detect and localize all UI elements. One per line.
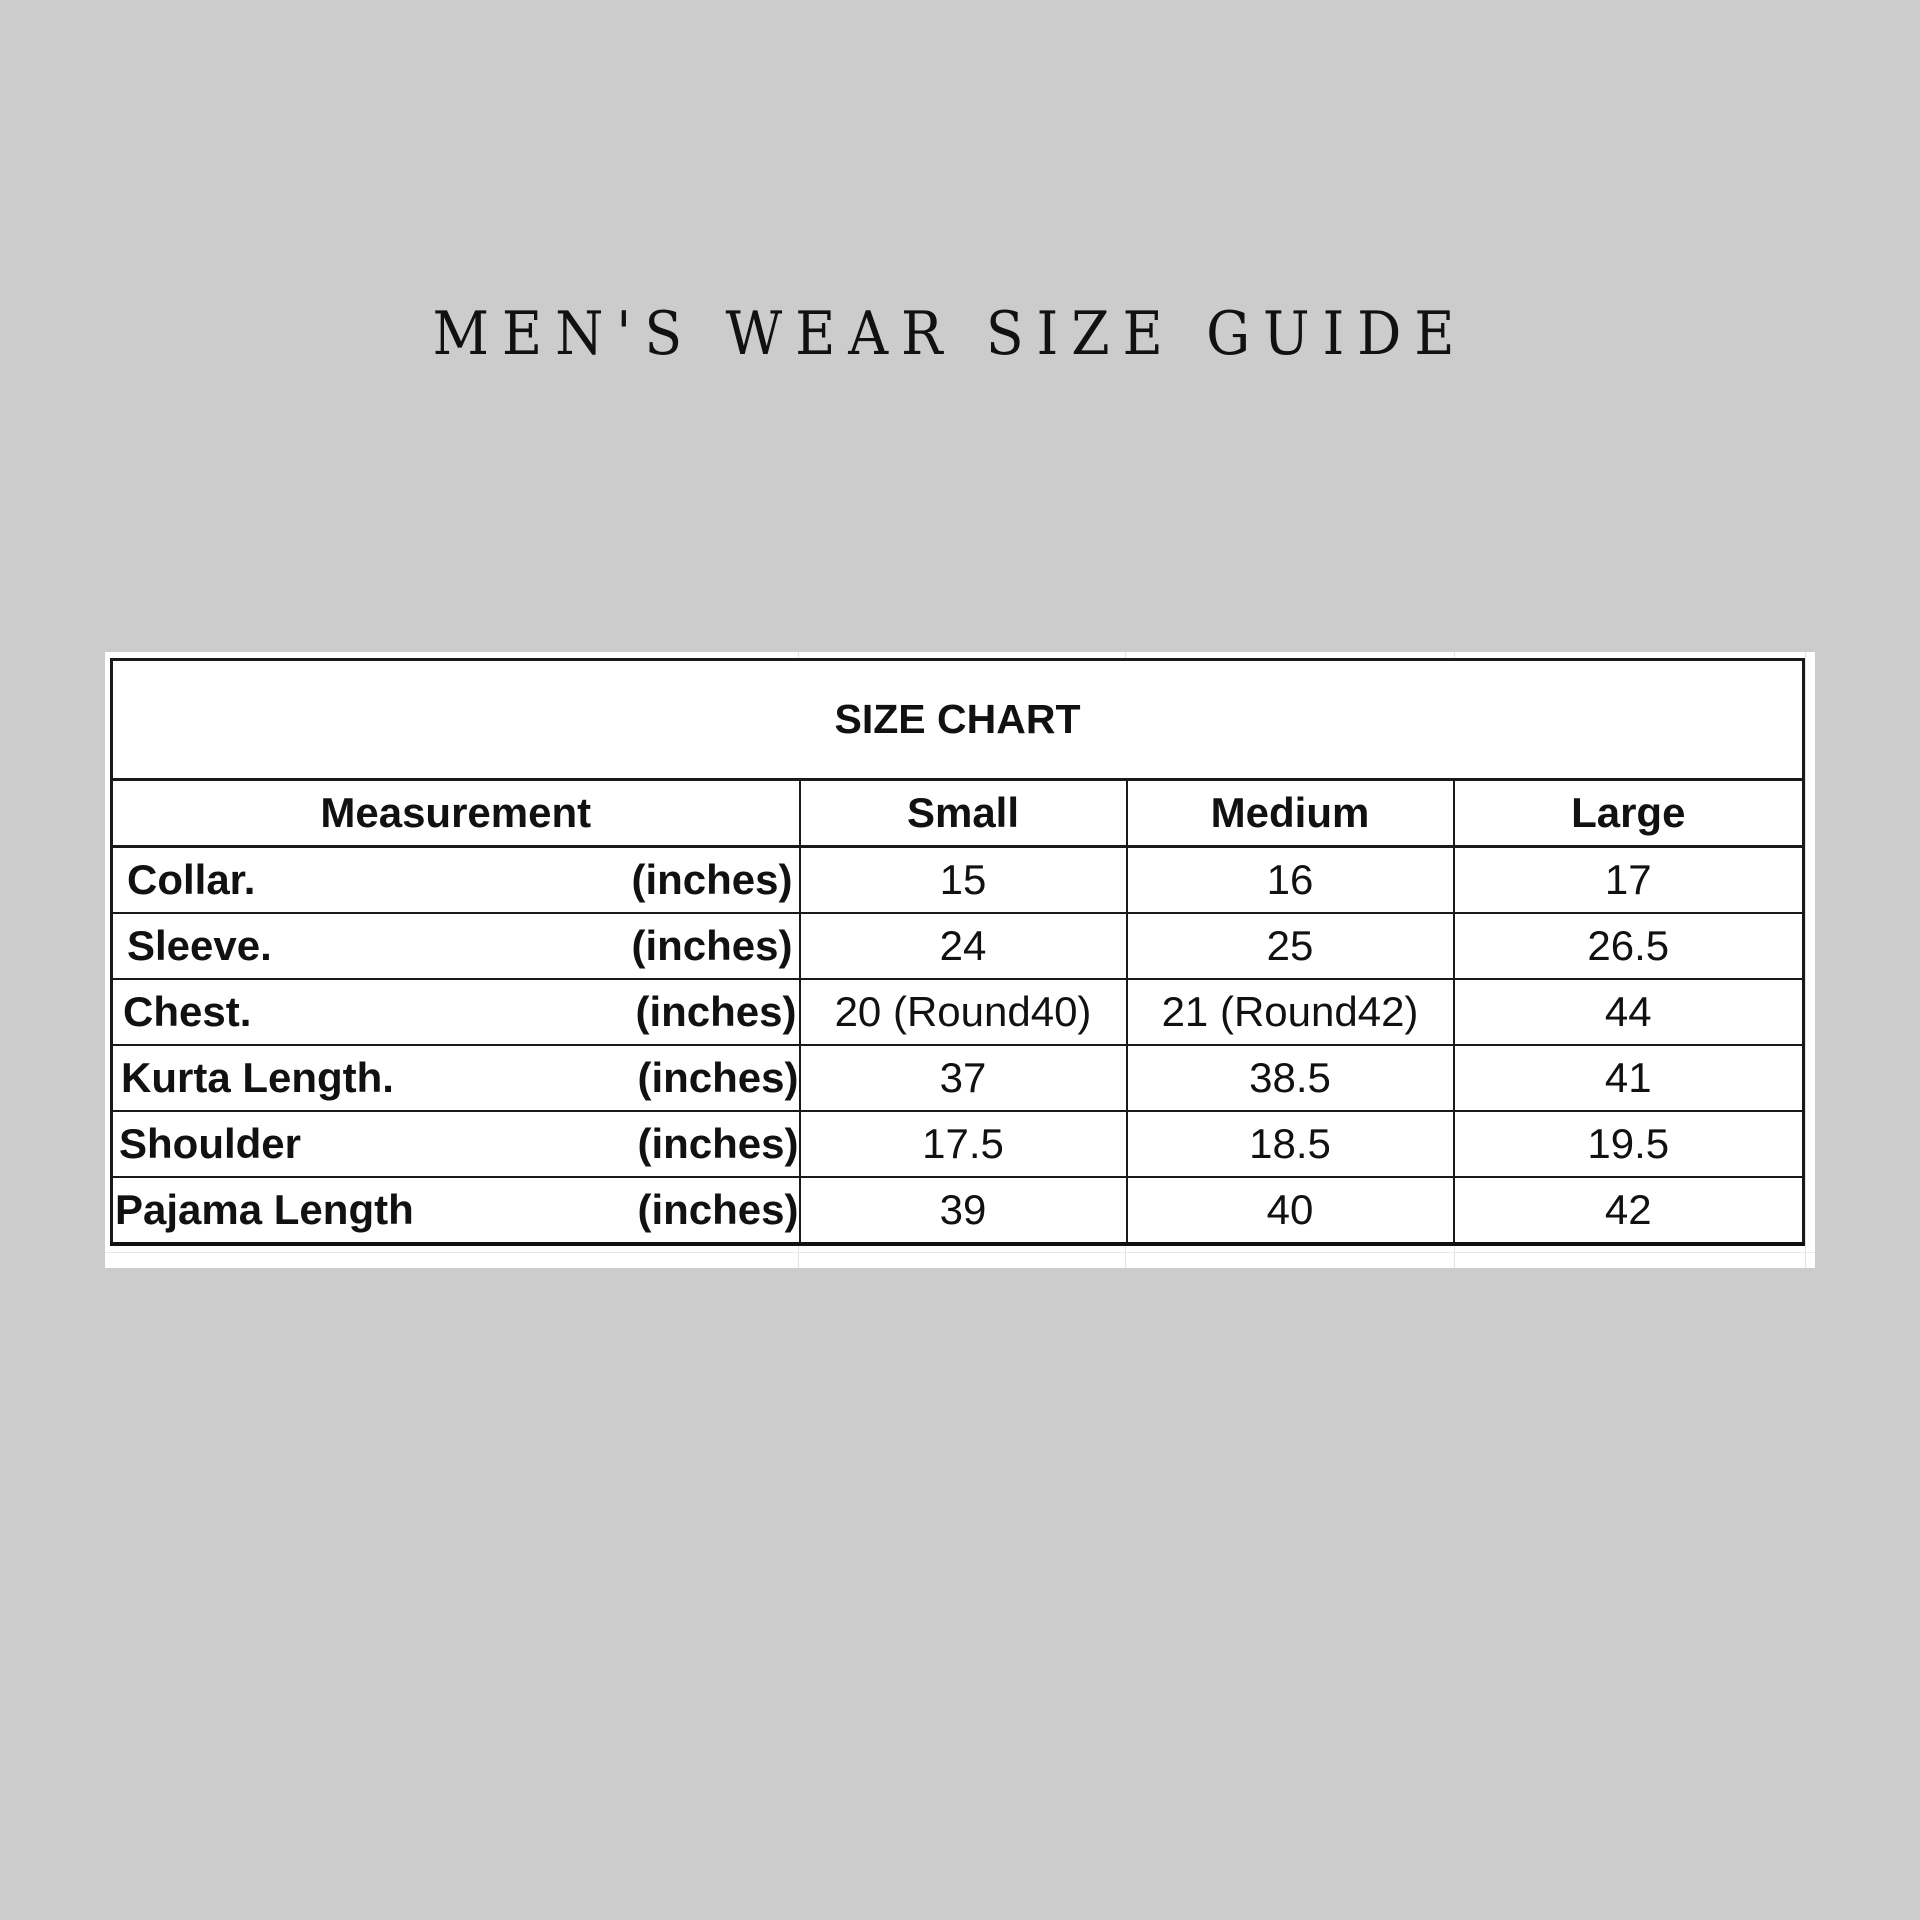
large-value: 44 bbox=[1454, 979, 1804, 1045]
header-measurement: Measurement bbox=[112, 780, 800, 847]
table-header-row bbox=[112, 780, 1804, 847]
table-title: SIZE CHART bbox=[112, 660, 1804, 780]
unit-label: (inches) bbox=[631, 922, 793, 969]
table-row bbox=[112, 1111, 1804, 1177]
measurement-cell bbox=[112, 847, 800, 914]
table-row bbox=[112, 1177, 1804, 1244]
large-value: 17 bbox=[1454, 847, 1804, 914]
large-value: 41 bbox=[1454, 1045, 1804, 1111]
table-title-row bbox=[112, 660, 1804, 780]
unit-label: (inches) bbox=[637, 1120, 799, 1167]
large-value: 19.5 bbox=[1454, 1111, 1804, 1177]
unit-label: (inches) bbox=[637, 1186, 799, 1233]
header-small: Small bbox=[800, 780, 1127, 847]
measurement-label: Shoulder bbox=[119, 1120, 302, 1167]
measurement-cell bbox=[112, 1111, 800, 1177]
measurement-cell bbox=[112, 913, 800, 979]
measurement-cell bbox=[112, 979, 800, 1045]
unit-label: (inches) bbox=[635, 988, 797, 1035]
size-chart-table bbox=[110, 658, 1805, 1246]
header-large: Large bbox=[1454, 780, 1804, 847]
medium-value: 18.5 bbox=[1127, 1111, 1454, 1177]
small-value: 24 bbox=[800, 913, 1127, 979]
table-row bbox=[112, 979, 1804, 1045]
measurement-label: Kurta Length. bbox=[121, 1054, 394, 1101]
size-chart-sheet bbox=[105, 652, 1815, 1268]
medium-value: 21 (Round42) bbox=[1127, 979, 1454, 1045]
table-row bbox=[112, 913, 1804, 979]
small-value: 39 bbox=[800, 1177, 1127, 1244]
medium-value: 25 bbox=[1127, 913, 1454, 979]
unit-label: (inches) bbox=[637, 1054, 799, 1101]
small-value: 20 (Round40) bbox=[800, 979, 1127, 1045]
measurement-cell bbox=[112, 1045, 800, 1111]
large-value: 42 bbox=[1454, 1177, 1804, 1244]
table-row bbox=[112, 1045, 1804, 1111]
measurement-label: Sleeve. bbox=[127, 922, 272, 969]
small-value: 17.5 bbox=[800, 1111, 1127, 1177]
table-row bbox=[112, 847, 1804, 914]
small-value: 37 bbox=[800, 1045, 1127, 1111]
small-value: 15 bbox=[800, 847, 1127, 914]
large-value: 26.5 bbox=[1454, 913, 1804, 979]
header-medium: Medium bbox=[1127, 780, 1454, 847]
medium-value: 40 bbox=[1127, 1177, 1454, 1244]
measurement-label: Collar. bbox=[127, 856, 256, 903]
page-title: MEN'S WEAR SIZE GUIDE bbox=[432, 299, 1468, 370]
measurement-label: Pajama Length bbox=[115, 1186, 414, 1233]
gridline bbox=[105, 1252, 1815, 1253]
medium-value: 16 bbox=[1127, 847, 1454, 914]
medium-value: 38.5 bbox=[1127, 1045, 1454, 1111]
measurement-label: Chest. bbox=[123, 988, 252, 1035]
measurement-cell bbox=[112, 1177, 800, 1244]
unit-label: (inches) bbox=[631, 856, 793, 903]
gridline bbox=[1805, 652, 1806, 1268]
